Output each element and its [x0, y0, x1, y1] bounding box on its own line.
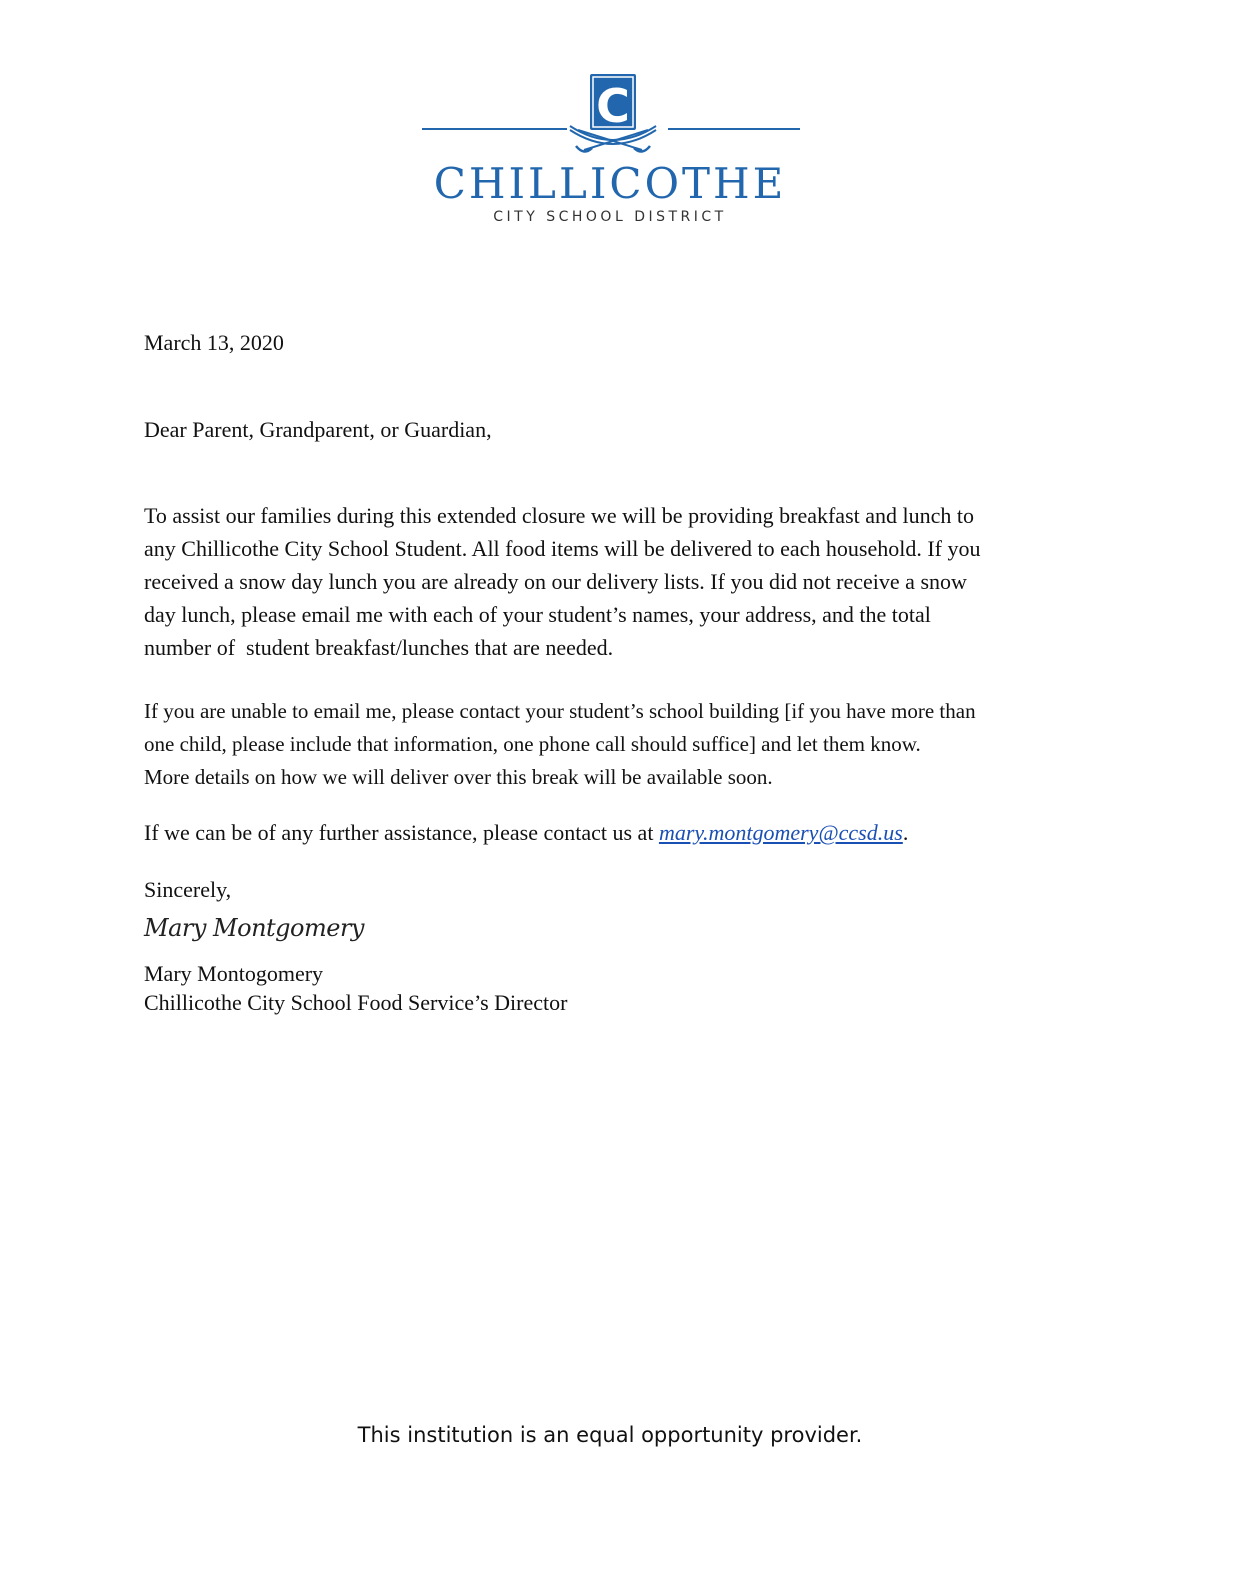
- assistance-text: If we can be of any further assistance, please contact us at: [144, 820, 654, 845]
- paragraph-line: one child, please include that information, one phone call should suffice] and let them know.: [144, 732, 921, 756]
- signer-title: Chillicothe City School Food Service’s Director: [144, 990, 568, 1015]
- crossed-sabers-icon: [558, 72, 668, 162]
- paragraph-line: number of student breakfast/lunches that are needed.: [144, 635, 614, 660]
- paragraph-meal-delivery: [144, 499, 1094, 664]
- paragraph-line: day lunch, please email me with each of your student’s names, your address, and the total: [144, 602, 931, 627]
- signer-name: Mary Montogomery: [144, 961, 324, 986]
- letter-date: March 13, 2020: [144, 330, 284, 355]
- paragraph-line: To assist our families during this extended closure we will be providing breakfast and lunch to: [144, 503, 974, 528]
- paragraph-contact-school: [144, 695, 1094, 794]
- handwritten-signature: Mary Montgomery: [144, 914, 364, 942]
- salutation: Dear Parent, Grandparent, or Guardian,: [144, 417, 492, 442]
- contact-email-link[interactable]: mary.montgomery@ccsd.us: [658, 820, 903, 845]
- district-name: CHILLICOTHE: [433, 159, 787, 208]
- paragraph-line: If you are unable to email me, please contact your student’s school building [if you have more than: [144, 699, 976, 723]
- paragraph-line: More details on how we will deliver over this break will be available soon.: [144, 765, 773, 789]
- district-logo: [410, 68, 810, 238]
- logo-rule-left: [422, 128, 567, 130]
- paragraph-line: received a snow day lunch you are already on our delivery lists. If you did not receive a snow: [144, 569, 967, 594]
- logo-rule-right: [668, 128, 800, 130]
- assistance-period: .: [902, 820, 909, 845]
- logo-emblem-letter: C: [596, 79, 630, 133]
- district-subtitle: CITY SCHOOL DISTRICT: [493, 209, 727, 225]
- paragraph-further-assistance: [144, 816, 1094, 849]
- closing: Sincerely,: [144, 877, 232, 902]
- equal-opportunity-statement: This institution is an equal opportunity provider.: [357, 1423, 863, 1447]
- paragraph-line: any Chillicothe City School Student. All food items will be delivered to each household. If you: [144, 536, 981, 561]
